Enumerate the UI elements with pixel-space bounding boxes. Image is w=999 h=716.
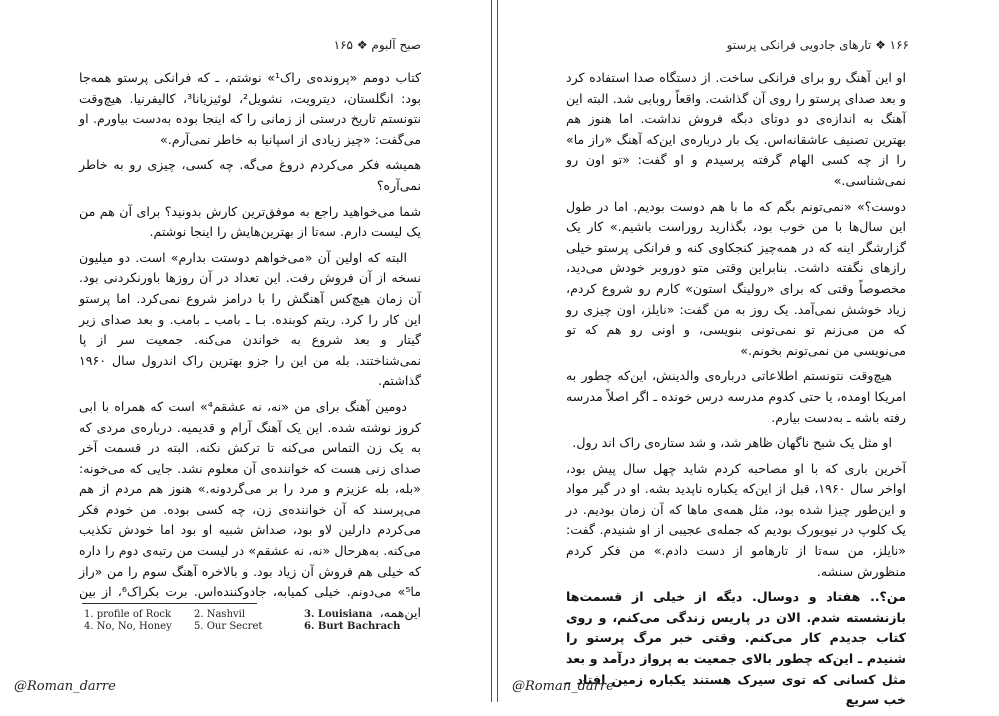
footnote: 1. profile of Rock [84,609,171,620]
page-header: صبح آلبوم ❖ ۱۶۵ [333,38,421,52]
footnote: 6. Burt Bachrach [304,621,401,632]
footnote: 5. Our Secret [194,621,263,632]
footnote: 3. Louisiana [304,609,373,620]
footnote: 4. No, No, Honey [84,621,172,632]
watermark: @Roman_darre [512,679,614,694]
footnotes [84,609,414,633]
page-header: ۱۶۶ ❖ تارهای جادویی فرانکی پرستو [726,38,909,52]
paragraph: البته که اولین آن «می‌خواهم دوستت بدارم» است. دو میلیون نسخه از آن فروش رفت. این تعداد در آن روزها باورنکردنی بود. آن زمان هیچ‌کس آهنگش را با درامز شروع نمی‌کرد. اما پرستو این کار را کرد. ریتم کوبنده. بـا ـ بامب ـ بامب. و بعد صدای زیر گیتار و بعد شروع به خواندن می‌کنه. جمعیت سر از پا نمی‌شناختند. بله من این را جزو بهترین راک اندرول سال ۱۹۶۰ گذاشتم. [79,249,421,389]
paragraph: او این آهنگ رو برای فرانکی ساخت. از دستگاه صدا استفاده کرد و بعد صدای پرستو را روی آن گذاشت. واقعاً روبابی شد. البته این آهنگ به اندازه‌ی دو دوتای دبگه فروش نداشت. اما هنوز هم بهترین تصنیف عاشقانه‌اس. یک بار درباره‌ی این‌که آهنگ «راز ما» را از چه کسی الهام گرفته پرسیدم و او گفت: «تو اون رو نمی‌شناسی.» [566,70,906,188]
footnote-row [84,609,414,621]
right-page [497,0,999,708]
footnote-divider [82,603,257,604]
paragraph: کتاب دومم «پرونده‌ی راک¹» نوشتم، ـ که فرانکی پرستو همه‌جا بود: انگلستان، دیترویت، نشویل²، لوئیزیانا³، کالیفرنیا. هیچ‌وقت نتونستم تاریخ درستی از زمانی را که اینجا بوده به‌دست بیاورم. او می‌گفت: «چیز زیادی از اسپانیا به خاطر نمی‌آرم.» [79,70,422,147]
paragraph: من؟.. هفتاد و دوسال. دیگه از خیلی از قسمت‌ها بازنشسته شدم. الان در پاریس زندگی می‌کنم، و روی کتاب جدیدم کار می‌کنم. وقتی خبر مرگ پرستو را شنیدم ـ این‌که چطور بالای جمعیت به پرواز درآمد و بعد مثل کسانی که توی سیرک هستند یکباره زمین افتاد ـ خب سریع [566,589,906,708]
paragraph: هیچ‌وقت نتونستم اطلاعاتی درباره‌ی والدینش، این‌که چطور به امریکا اومده، یا حتی کدوم مدرسه درس خونده ـ اگر اصلاً مدرسه رفته باشه ـ به‌دست بیارم. [566,368,906,425]
paragraph: آخرین باری که با او مصاحبه کردم شاید چهل سال پیش بود، اواخر سال ۱۹۶۰، قبل از این‌که یکباره ناپدید بشه. او در گیر مواد و این‌طور چیزا شده بود، مثل همه‌ی ما‌ها که آن زمان بودیم. در یک کلوپ در نیویورک بودیم که جمله‌ی عجیبی از او شنیدم. گفت: «نایلز، من سه‌تا از تارهامو از دست دادم.» من فکر کردم منظورش سنشه. [566,460,907,579]
page-body [79,68,421,628]
paragraph: دوست؟» «نمی‌تونم بگم که ما با هم دوست بودیم. اما در طول این سال‌ها با من خوب بود، بگذارید رو‌راست باشیم.» کار یک گزارشگر اینه که در همه‌چیز کنجکاوی کنه و فرانکی پرستو خیلی رازهای نگفته داشت. بنابراین وقتی متو دوروبر خودش می‌دید، مخصوصاً وقتی که برای «رولینگ استون» کارم رو شروع کردم، زیاد خوشش نمی‌آمد. یک روز به من گفت: «نایلز، اون چیزی رو که من می‌زنم تو نمی‌تونی بنویسی، و اونی رو هم که تو می‌نویسی من نمی‌تونم بخونم.» [566,198,906,358]
paragraph: شما می‌خواهید راجع به موفق‌ترین کارش بدونید؟ برای آن هم من یک لیست دارم. سه‌تا از بهترین‌هایش را اینجا نوشتم. [79,203,421,240]
footnote-row [84,621,414,633]
paragraph: او مثل یک شبح ناگهان ظاهر شد، و شد ستاره‌ی راک اند رول. [572,435,892,451]
paragraph: دومین آهنگ برای من «نه، نه عشقم⁴» است که همراه با ابی کروز نوشته شده. این یک آهنگ آرام و قدیمیه. درباره‌ی مردی که به یک زن التماس می‌کنه تا ترکش نکنه. البته در قسمت آخر صدای زنی هست که خواننده‌ی آن معلوم نشد. جایی که می‌خونه: «بله، بله عزیزم و مرد را بر می‌گردونه.» هنوز هم مردم از هم می‌پرسند که آن خواننده‌ی زن، چه کسی بوده. من خودم فکر می‌کردم دارلین لاو بود، صداش شبیه او بود اما خودش تکذیب می‌کنه. به‌هرحال «نه، نه عشقم» در لیست من رتبه‌ی دوم را داره که خیلی هم فروش آن زیاد بود. و بالاخره آهنگ سوم را من «راز ما⁵» می‌دونم. خیلی کمیابه، جادوکننده‌اس. برت بکراک⁶، از بین این‌همه، [79,398,422,620]
footnote: 2. Nashvil [194,609,246,620]
page-body [566,68,906,716]
paragraph: همیشه فکر می‌کردم دروغ می‌گه. چه کسی، چیزی رو به خاطر نمی‌آره؟ [79,157,421,193]
watermark: @Roman_darre [14,679,116,694]
left-page [0,0,492,702]
